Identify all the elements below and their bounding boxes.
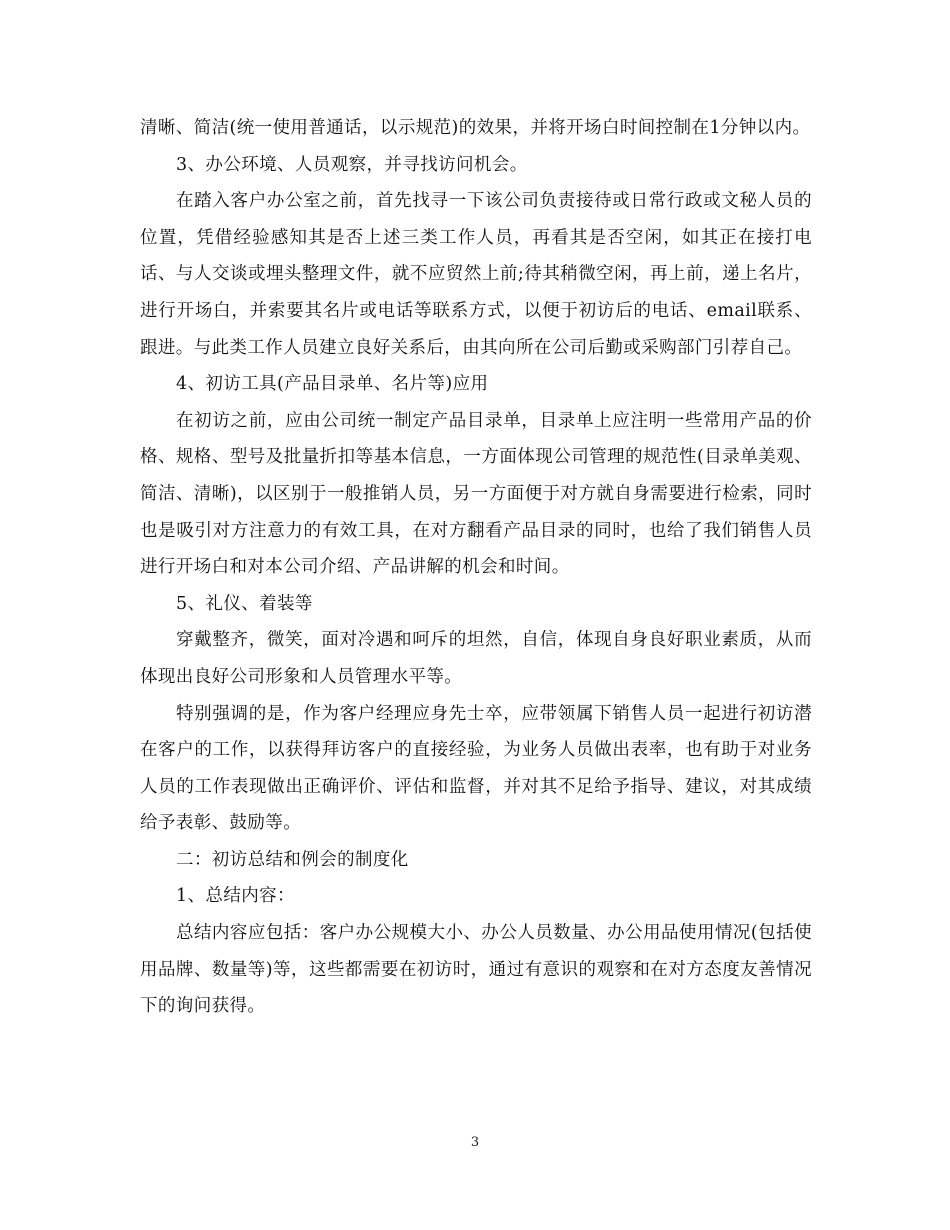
paragraph: 4、初访工具(产品目录单、名片等)应用	[176, 374, 489, 395]
paragraph: 1、总结内容：	[176, 886, 295, 907]
paragraph: 在初访之前，应由公司统一制定产品目录单，目录单上应注明一些常用产品的价格、规格、型号及批量折扣等基本信息，一方面体现公司管理的规范性(目录单美观、简洁、清晰)，以区别于一般推销人员，另一方面便于对方就自身需要进行检索，同时也是吸引对方注意力的有效工具，在对方翻看产品目录的同时，也给了我们销售人员进行开场白和对本公司介绍、产品讲解的机会和时间。	[140, 410, 812, 578]
paragraph: 特别强调的是，作为客户经理应身先士卒，应带领属下销售人员一起进行初访潜在客户的工作，以获得拜访客户的直接经验，为业务人员做出表率，也有助于对业务人员的工作表现做出正确评价、评估和监督，并对其不足给予指导、建议，对其成绩给予表彰、鼓励等。	[140, 703, 812, 834]
paragraph: 5、礼仪、着装等	[176, 593, 313, 614]
paragraph: 穿戴整齐，微笑，面对冷遇和呵斥的坦然，自信，体现自身良好职业素质，从而体现出良好公司形象和人员管理水平等。	[140, 630, 812, 687]
paragraph: 清晰、简洁(统一使用普通话，以示规范)的效果，并将开场白时间控制在1分钟以内。	[140, 118, 811, 138]
paragraph: 二：初访总结和例会的制度化	[176, 849, 409, 870]
page-number: 3	[470, 1135, 480, 1150]
paragraph: 在踏入客户办公室之前，首先找寻一下该公司负责接待或日常行政或文秘人员的位置，凭借经验感知其是否上述三类工作人员，再看其是否空闲，如其正在接打电话、与人交谈或埋头整理文件，就不应贸然上前;待其稍微空闲，再上前，递上名片，进行开场白，并索要其名片或电话等联系方式，以便于初访后的电话、email联系、跟进。与此类工作人员建立良好关系后，由其向所在公司后勤或采购部门引荐自己。	[140, 191, 812, 358]
paragraph: 总结内容应包括：客户办公规模大小、办公人员数量、办公用品使用情况(包括使用品牌、数量等)等，这些都需要在初访时，通过有意识的观察和在对方态度友善情况下的询问获得。	[140, 923, 812, 1017]
document-body	[140, 110, 812, 1025]
paragraph: 3、办公环境、人员观察，并寻找访问机会。	[176, 154, 528, 175]
